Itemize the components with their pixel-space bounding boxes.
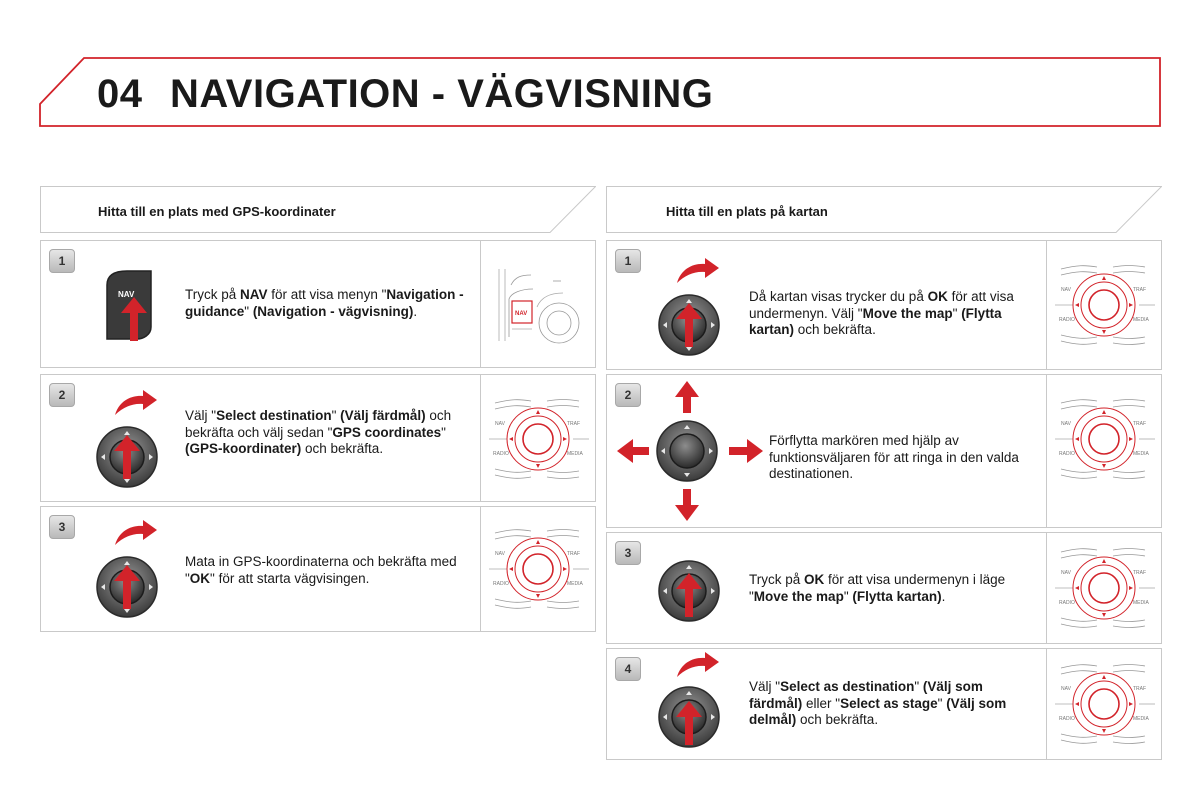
panel-label-radio: RADIO xyxy=(1059,600,1075,606)
panel-label-media: MEDIA xyxy=(567,451,583,457)
panel-label-radio: RADIO xyxy=(1059,716,1075,722)
step-text: Välj "Select as destination" (Välj som färdmål) eller "Select as stage" (Välj som delmål) och bekräfta. xyxy=(749,679,1007,727)
control-panel-image xyxy=(480,507,595,631)
step-number-badge: 4 xyxy=(615,657,641,681)
step-number-badge: 1 xyxy=(49,249,75,273)
right-step-1 xyxy=(606,240,1162,370)
panel-label-nav: NAV xyxy=(1061,686,1071,692)
control-panel-image xyxy=(1046,375,1161,527)
panel-label-radio: RADIO xyxy=(1059,317,1075,323)
panel-label-nav: NAV xyxy=(495,551,505,557)
left-step-1 xyxy=(40,240,596,368)
control-panel-icon xyxy=(481,375,595,501)
step-text: Tryck på OK för att visa undermenyn i läge "Move the map" (Flytta kartan). xyxy=(749,572,1006,604)
panel-label-nav: NAV xyxy=(1061,421,1071,427)
nav-button-press-icon xyxy=(97,269,167,349)
panel-label-media: MEDIA xyxy=(1133,716,1149,722)
step-text: Mata in GPS-koordinaterna och bekräfta med "OK" för att starta vägvisingen. xyxy=(185,554,457,586)
control-panel-icon xyxy=(1047,241,1161,369)
svg-text:NAV: NAV xyxy=(515,311,528,317)
knob-press-icon xyxy=(657,555,737,635)
knob-rotate-press-icon xyxy=(657,259,737,359)
left-step-2 xyxy=(40,374,596,502)
step-text: Välj "Select destination" (Välj färdmål) och bekräfta och välj sedan "GPS coordinates" (GPS-koordinater) och bekräfta. xyxy=(185,408,452,456)
step-number-badge: 3 xyxy=(49,515,75,539)
knob-rotate-press-icon xyxy=(95,391,175,491)
left-step-3 xyxy=(40,506,596,632)
panel-label-nav: NAV xyxy=(1061,287,1071,293)
right-step-2 xyxy=(606,374,1162,528)
panel-label-media: MEDIA xyxy=(1133,317,1149,323)
panel-label-nav: NAV xyxy=(495,421,505,427)
knob-four-direction-icon xyxy=(615,377,765,527)
dashboard-nav-panel-icon xyxy=(481,241,595,367)
control-panel-icon xyxy=(1047,533,1161,643)
step-text: Tryck på NAV för att visa menyn "Navigation - guidance" (Navigation - vägvisning). xyxy=(185,287,464,319)
left-section-title: Hitta till en plats med GPS-koordinater xyxy=(98,204,336,219)
right-section-title: Hitta till en plats på kartan xyxy=(666,204,828,219)
panel-label-traf: TRAF xyxy=(567,551,581,557)
control-panel-image xyxy=(1046,649,1161,759)
panel-label-media: MEDIA xyxy=(567,581,583,587)
control-panel-icon xyxy=(481,507,595,631)
panel-label-traf: TRAF xyxy=(1133,686,1147,692)
knob-rotate-press-icon xyxy=(95,521,175,621)
panel-label-radio: RADIO xyxy=(493,581,509,587)
panel-label-radio: RADIO xyxy=(493,451,509,457)
panel-label-traf: TRAF xyxy=(1133,421,1147,427)
control-panel-image xyxy=(1046,241,1161,369)
right-step-3 xyxy=(606,532,1162,644)
right-step-4 xyxy=(606,648,1162,760)
control-panel-image xyxy=(1046,533,1161,643)
panel-label-radio: RADIO xyxy=(1059,451,1075,457)
control-panel-image xyxy=(480,375,595,501)
step-text: Förflytta markören med hjälp av funktionsväljaren för att ringa in den valda destinationen. xyxy=(769,433,1019,481)
step-number-badge: 1 xyxy=(615,249,641,273)
step-number-badge: 2 xyxy=(615,383,641,407)
step-number-badge: 2 xyxy=(49,383,75,407)
dashboard-nav-panel-image xyxy=(480,241,595,367)
control-panel-icon xyxy=(1047,649,1161,759)
panel-label-nav: NAV xyxy=(1061,570,1071,576)
chapter-number: 04 xyxy=(97,72,143,116)
knob-rotate-press-icon xyxy=(657,651,737,759)
header-frame xyxy=(0,0,1200,140)
step-text: Då kartan visas trycker du på OK för att visa undermenyn. Välj "Move the map" (Flytta kartan) och bekräfta. xyxy=(749,289,1014,337)
panel-label-traf: TRAF xyxy=(1133,287,1147,293)
nav-key-label: NAV xyxy=(118,290,135,299)
page-title: NAVIGATION - VÄGVISNING xyxy=(170,72,714,116)
left-section-heading xyxy=(40,186,596,233)
panel-label-media: MEDIA xyxy=(1133,451,1149,457)
panel-label-traf: TRAF xyxy=(1133,570,1147,576)
control-panel-icon xyxy=(1047,375,1161,527)
right-section-heading xyxy=(606,186,1162,233)
panel-label-media: MEDIA xyxy=(1133,600,1149,606)
step-number-badge: 3 xyxy=(615,541,641,565)
panel-label-traf: TRAF xyxy=(567,421,581,427)
